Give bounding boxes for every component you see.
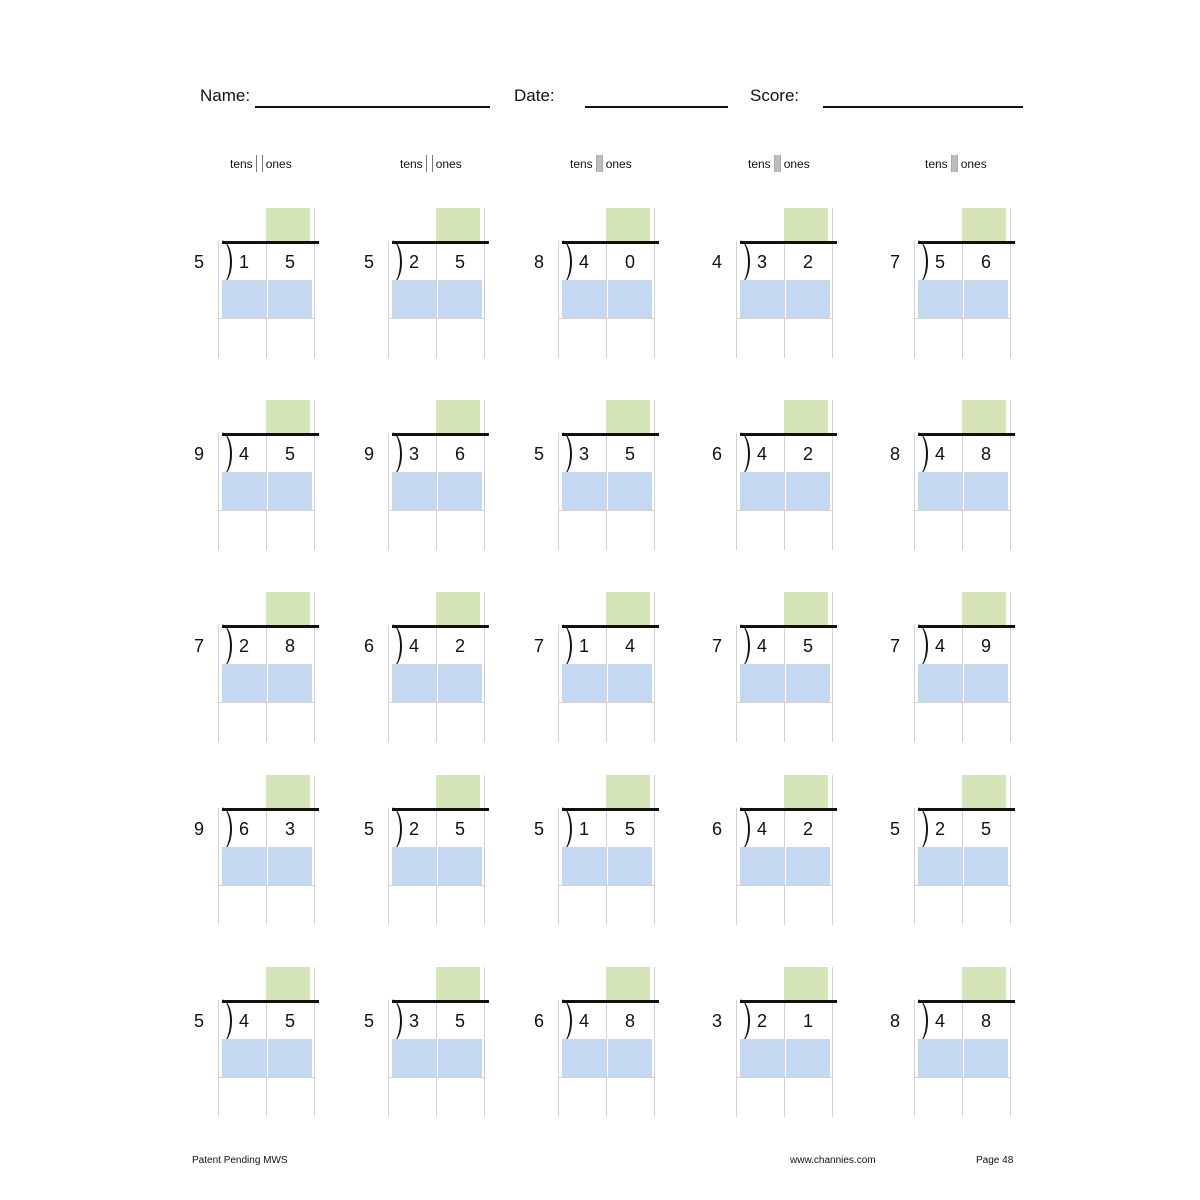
footer-page-number: Page 48 bbox=[976, 1155, 1014, 1166]
dividend-tens-digit: 4 bbox=[238, 1011, 249, 1031]
dividend-tens-digit: 1 bbox=[578, 636, 589, 656]
name-field[interactable] bbox=[255, 106, 490, 108]
grid-line bbox=[388, 1077, 484, 1078]
tens-label: tens bbox=[748, 156, 771, 171]
grid-line bbox=[558, 318, 654, 319]
work-cell[interactable] bbox=[392, 280, 436, 318]
dividend-ones-digit: 5 bbox=[454, 1011, 465, 1031]
divisor: 5 bbox=[363, 1011, 374, 1031]
division-bar bbox=[392, 1000, 489, 1003]
dividend-tens-digit: 1 bbox=[238, 252, 249, 272]
division-problem bbox=[888, 775, 1018, 930]
grid-line bbox=[654, 400, 655, 550]
division-problem bbox=[532, 400, 662, 555]
place-value-header bbox=[925, 155, 987, 172]
division-bar bbox=[918, 1000, 1015, 1003]
dividend-tens-digit: 4 bbox=[756, 819, 767, 839]
divisor: 7 bbox=[889, 252, 900, 272]
quotient-cell[interactable] bbox=[784, 208, 828, 241]
grid-line bbox=[1010, 967, 1011, 1117]
dividend-ones-digit: 8 bbox=[624, 1011, 635, 1031]
grid-line bbox=[654, 967, 655, 1117]
dividend-ones-digit: 6 bbox=[454, 444, 465, 464]
work-cell[interactable] bbox=[268, 847, 312, 885]
dividend-tens-digit: 4 bbox=[934, 1011, 945, 1031]
dividend-ones-digit: 5 bbox=[284, 1011, 295, 1031]
quotient-cell[interactable] bbox=[436, 208, 480, 241]
division-bar bbox=[740, 241, 837, 244]
divisor: 5 bbox=[533, 819, 544, 839]
work-cell[interactable] bbox=[608, 664, 652, 702]
grid-line bbox=[314, 967, 315, 1117]
division-bar bbox=[740, 808, 837, 811]
dividend-tens-digit: 4 bbox=[578, 1011, 589, 1031]
grid-line bbox=[914, 1077, 1010, 1078]
divisor: 6 bbox=[711, 444, 722, 464]
dividend-ones-digit: 2 bbox=[454, 636, 465, 656]
dividend-tens-digit: 3 bbox=[578, 444, 589, 464]
grid-line bbox=[832, 592, 833, 742]
work-cell[interactable] bbox=[918, 1039, 962, 1077]
division-bar bbox=[562, 625, 659, 628]
work-cell[interactable] bbox=[222, 472, 266, 510]
ones-label: ones bbox=[265, 156, 292, 171]
dividend-tens-digit: 2 bbox=[238, 636, 249, 656]
tens-label: tens bbox=[400, 156, 423, 171]
dividend-tens-digit: 4 bbox=[756, 444, 767, 464]
divisor: 6 bbox=[533, 1011, 544, 1031]
work-cell[interactable] bbox=[964, 472, 1008, 510]
work-cell[interactable] bbox=[268, 664, 312, 702]
division-problem bbox=[888, 967, 1018, 1122]
grid-line bbox=[218, 510, 314, 511]
quotient-cell[interactable] bbox=[962, 967, 1006, 1000]
grid-line bbox=[314, 208, 315, 358]
quotient-cell[interactable] bbox=[436, 775, 480, 808]
work-cell[interactable] bbox=[740, 664, 784, 702]
dividend-ones-digit: 5 bbox=[284, 444, 295, 464]
division-problem bbox=[710, 967, 840, 1122]
work-cell[interactable] bbox=[786, 664, 830, 702]
grid-line bbox=[558, 885, 654, 886]
work-cell[interactable] bbox=[740, 847, 784, 885]
divisor: 7 bbox=[193, 636, 204, 656]
division-problem bbox=[362, 967, 492, 1122]
ones-label: ones bbox=[435, 156, 462, 171]
tens-label: tens bbox=[925, 156, 948, 171]
division-problem bbox=[532, 592, 662, 747]
divisor: 6 bbox=[363, 636, 374, 656]
division-bar bbox=[918, 625, 1015, 628]
dividend-ones-digit: 8 bbox=[284, 636, 295, 656]
quotient-cell[interactable] bbox=[606, 592, 650, 625]
grid-line bbox=[484, 967, 485, 1117]
work-cell[interactable] bbox=[562, 847, 606, 885]
work-cell[interactable] bbox=[964, 847, 1008, 885]
grid-line bbox=[1010, 400, 1011, 550]
dividend-tens-digit: 6 bbox=[238, 819, 249, 839]
dividend-tens-digit: 3 bbox=[408, 1011, 419, 1031]
grid-line bbox=[388, 885, 484, 886]
division-problem bbox=[192, 775, 322, 930]
work-cell[interactable] bbox=[964, 1039, 1008, 1077]
quotient-cell[interactable] bbox=[784, 967, 828, 1000]
work-cell[interactable] bbox=[964, 664, 1008, 702]
work-cell[interactable] bbox=[918, 664, 962, 702]
work-cell[interactable] bbox=[222, 280, 266, 318]
division-problem bbox=[192, 208, 322, 363]
work-cell[interactable] bbox=[918, 280, 962, 318]
grid-line bbox=[314, 592, 315, 742]
dividend-ones-digit: 0 bbox=[624, 252, 635, 272]
divisor: 9 bbox=[193, 444, 204, 464]
grid-line bbox=[484, 592, 485, 742]
quotient-cell[interactable] bbox=[436, 400, 480, 433]
dividend-tens-digit: 4 bbox=[756, 636, 767, 656]
division-bar bbox=[918, 241, 1015, 244]
divisor: 7 bbox=[533, 636, 544, 656]
dividend-tens-digit: 2 bbox=[934, 819, 945, 839]
place-value-header bbox=[570, 155, 632, 172]
dividend-tens-digit: 5 bbox=[934, 252, 945, 272]
division-bar bbox=[222, 241, 319, 244]
dividend-ones-digit: 9 bbox=[980, 636, 991, 656]
grid-line bbox=[218, 1077, 314, 1078]
grid-line bbox=[314, 400, 315, 550]
grid-line bbox=[388, 510, 484, 511]
division-problem bbox=[362, 400, 492, 555]
division-bar bbox=[392, 433, 489, 436]
place-separator bbox=[596, 155, 603, 172]
work-cell[interactable] bbox=[268, 472, 312, 510]
dividend-ones-digit: 5 bbox=[454, 819, 465, 839]
grid-line bbox=[558, 1077, 654, 1078]
dividend-tens-digit: 3 bbox=[756, 252, 767, 272]
dividend-tens-digit: 4 bbox=[934, 444, 945, 464]
work-cell[interactable] bbox=[268, 280, 312, 318]
division-problem bbox=[888, 592, 1018, 747]
work-cell[interactable] bbox=[268, 1039, 312, 1077]
dividend-ones-digit: 8 bbox=[980, 1011, 991, 1031]
dividend-ones-digit: 3 bbox=[284, 819, 295, 839]
dividend-ones-digit: 1 bbox=[802, 1011, 813, 1031]
dividend-ones-digit: 5 bbox=[284, 252, 295, 272]
division-problem bbox=[532, 967, 662, 1122]
dividend-tens-digit: 4 bbox=[934, 636, 945, 656]
work-cell[interactable] bbox=[786, 472, 830, 510]
division-problem bbox=[362, 208, 492, 363]
divisor: 8 bbox=[889, 1011, 900, 1031]
grid-line bbox=[388, 702, 484, 703]
work-cell[interactable] bbox=[562, 280, 606, 318]
grid-line bbox=[1010, 775, 1011, 925]
quotient-cell[interactable] bbox=[606, 400, 650, 433]
place-separator bbox=[951, 155, 958, 172]
work-cell[interactable] bbox=[562, 472, 606, 510]
work-cell[interactable] bbox=[740, 1039, 784, 1077]
division-bar bbox=[562, 1000, 659, 1003]
division-problem bbox=[710, 775, 840, 930]
division-bar bbox=[392, 808, 489, 811]
dividend-ones-digit: 5 bbox=[624, 444, 635, 464]
place-value-header bbox=[748, 155, 810, 172]
work-cell[interactable] bbox=[608, 1039, 652, 1077]
divisor: 5 bbox=[363, 819, 374, 839]
dividend-tens-digit: 4 bbox=[578, 252, 589, 272]
divisor: 4 bbox=[711, 252, 722, 272]
quotient-cell[interactable] bbox=[784, 592, 828, 625]
quotient-cell[interactable] bbox=[962, 400, 1006, 433]
work-cell[interactable] bbox=[562, 1039, 606, 1077]
work-cell[interactable] bbox=[786, 847, 830, 885]
division-bar bbox=[918, 808, 1015, 811]
dividend-tens-digit: 2 bbox=[408, 819, 419, 839]
grid-line bbox=[914, 318, 1010, 319]
work-cell[interactable] bbox=[392, 664, 436, 702]
work-cell[interactable] bbox=[438, 280, 482, 318]
divisor: 8 bbox=[533, 252, 544, 272]
division-bar bbox=[392, 625, 489, 628]
dividend-tens-digit: 2 bbox=[756, 1011, 767, 1031]
divisor: 7 bbox=[711, 636, 722, 656]
work-cell[interactable] bbox=[918, 847, 962, 885]
quotient-cell[interactable] bbox=[962, 592, 1006, 625]
place-value-header bbox=[400, 155, 462, 172]
grid-line bbox=[314, 775, 315, 925]
division-bar bbox=[222, 1000, 319, 1003]
quotient-cell[interactable] bbox=[606, 967, 650, 1000]
division-bar bbox=[740, 625, 837, 628]
division-problem bbox=[888, 208, 1018, 363]
dividend-tens-digit: 4 bbox=[408, 636, 419, 656]
work-cell[interactable] bbox=[438, 1039, 482, 1077]
grid-line bbox=[218, 702, 314, 703]
work-cell[interactable] bbox=[608, 847, 652, 885]
grid-line bbox=[654, 208, 655, 358]
grid-line bbox=[832, 775, 833, 925]
divisor: 5 bbox=[193, 252, 204, 272]
work-cell[interactable] bbox=[438, 472, 482, 510]
work-cell[interactable] bbox=[740, 280, 784, 318]
division-problem bbox=[710, 400, 840, 555]
work-cell[interactable] bbox=[222, 664, 266, 702]
work-cell[interactable] bbox=[964, 280, 1008, 318]
quotient-cell[interactable] bbox=[436, 592, 480, 625]
dividend-ones-digit: 5 bbox=[624, 819, 635, 839]
date-field[interactable] bbox=[585, 106, 728, 108]
division-problem bbox=[888, 400, 1018, 555]
grid-line bbox=[558, 702, 654, 703]
grid-line bbox=[484, 775, 485, 925]
division-problem bbox=[362, 592, 492, 747]
divisor: 5 bbox=[533, 444, 544, 464]
division-problem bbox=[710, 208, 840, 363]
grid-line bbox=[736, 318, 832, 319]
grid-line bbox=[736, 702, 832, 703]
division-bar bbox=[562, 433, 659, 436]
grid-line bbox=[654, 592, 655, 742]
grid-line bbox=[1010, 208, 1011, 358]
division-problem bbox=[362, 775, 492, 930]
division-problem bbox=[192, 592, 322, 747]
grid-line bbox=[914, 885, 1010, 886]
work-cell[interactable] bbox=[392, 1039, 436, 1077]
division-bar bbox=[392, 241, 489, 244]
division-bar bbox=[562, 808, 659, 811]
work-cell[interactable] bbox=[222, 1039, 266, 1077]
grid-line bbox=[1010, 592, 1011, 742]
work-cell[interactable] bbox=[438, 847, 482, 885]
divisor: 9 bbox=[193, 819, 204, 839]
division-bar bbox=[740, 1000, 837, 1003]
place-separator bbox=[774, 155, 781, 172]
division-problem bbox=[710, 592, 840, 747]
dividend-tens-digit: 4 bbox=[238, 444, 249, 464]
divisor: 5 bbox=[363, 252, 374, 272]
division-bar bbox=[918, 433, 1015, 436]
dividend-tens-digit: 1 bbox=[578, 819, 589, 839]
quotient-cell[interactable] bbox=[962, 208, 1006, 241]
dividend-ones-digit: 5 bbox=[454, 252, 465, 272]
place-value-header bbox=[230, 155, 292, 172]
name-label: Name: bbox=[200, 86, 251, 105]
division-problem bbox=[532, 775, 662, 930]
grid-line bbox=[484, 400, 485, 550]
footer-website: www.channies.com bbox=[790, 1155, 876, 1166]
quotient-cell[interactable] bbox=[436, 967, 480, 1000]
grid-line bbox=[736, 510, 832, 511]
ones-label: ones bbox=[960, 156, 987, 171]
quotient-cell[interactable] bbox=[266, 775, 310, 808]
place-separator bbox=[426, 155, 433, 172]
dividend-ones-digit: 6 bbox=[980, 252, 991, 272]
work-cell[interactable] bbox=[438, 664, 482, 702]
grid-line bbox=[736, 885, 832, 886]
footer-left: Patent Pending MWS bbox=[192, 1155, 288, 1166]
quotient-cell[interactable] bbox=[784, 400, 828, 433]
division-bar bbox=[222, 808, 319, 811]
division-bar bbox=[740, 433, 837, 436]
grid-line bbox=[654, 775, 655, 925]
work-cell[interactable] bbox=[562, 664, 606, 702]
grid-line bbox=[218, 318, 314, 319]
grid-line bbox=[736, 1077, 832, 1078]
divisor: 5 bbox=[193, 1011, 204, 1031]
divisor: 3 bbox=[711, 1011, 722, 1031]
dividend-ones-digit: 2 bbox=[802, 444, 813, 464]
work-cell[interactable] bbox=[786, 280, 830, 318]
division-problem bbox=[192, 400, 322, 555]
grid-line bbox=[832, 400, 833, 550]
grid-line bbox=[218, 885, 314, 886]
quotient-cell[interactable] bbox=[606, 775, 650, 808]
division-problem bbox=[192, 967, 322, 1122]
work-cell[interactable] bbox=[786, 1039, 830, 1077]
work-cell[interactable] bbox=[740, 472, 784, 510]
score-field[interactable] bbox=[823, 106, 1023, 108]
work-cell[interactable] bbox=[608, 280, 652, 318]
dividend-ones-digit: 4 bbox=[624, 636, 635, 656]
dividend-ones-digit: 2 bbox=[802, 252, 813, 272]
grid-line bbox=[388, 318, 484, 319]
quotient-cell[interactable] bbox=[606, 208, 650, 241]
division-bar bbox=[222, 433, 319, 436]
dividend-tens-digit: 2 bbox=[408, 252, 419, 272]
divisor: 5 bbox=[889, 819, 900, 839]
division-problem bbox=[532, 208, 662, 363]
grid-line bbox=[914, 510, 1010, 511]
score-label: Score: bbox=[750, 86, 800, 105]
dividend-ones-digit: 8 bbox=[980, 444, 991, 464]
tens-label: tens bbox=[230, 156, 253, 171]
tens-label: tens bbox=[570, 156, 593, 171]
division-bar bbox=[562, 241, 659, 244]
work-cell[interactable] bbox=[392, 472, 436, 510]
quotient-cell[interactable] bbox=[266, 208, 310, 241]
divisor: 8 bbox=[889, 444, 900, 464]
work-cell[interactable] bbox=[392, 847, 436, 885]
work-cell[interactable] bbox=[222, 847, 266, 885]
place-separator bbox=[256, 155, 263, 172]
quotient-cell[interactable] bbox=[962, 775, 1006, 808]
grid-line bbox=[832, 208, 833, 358]
divisor: 9 bbox=[363, 444, 374, 464]
divisor: 6 bbox=[711, 819, 722, 839]
quotient-cell[interactable] bbox=[266, 592, 310, 625]
division-bar bbox=[222, 625, 319, 628]
date-label: Date: bbox=[514, 86, 555, 105]
dividend-ones-digit: 5 bbox=[980, 819, 991, 839]
quotient-cell[interactable] bbox=[266, 400, 310, 433]
grid-line bbox=[484, 208, 485, 358]
quotient-cell[interactable] bbox=[266, 967, 310, 1000]
work-cell[interactable] bbox=[918, 472, 962, 510]
dividend-ones-digit: 5 bbox=[802, 636, 813, 656]
work-cell[interactable] bbox=[608, 472, 652, 510]
ones-label: ones bbox=[783, 156, 810, 171]
grid-line bbox=[832, 967, 833, 1117]
grid-line bbox=[558, 510, 654, 511]
dividend-tens-digit: 3 bbox=[408, 444, 419, 464]
divisor: 7 bbox=[889, 636, 900, 656]
grid-line bbox=[914, 702, 1010, 703]
quotient-cell[interactable] bbox=[784, 775, 828, 808]
ones-label: ones bbox=[605, 156, 632, 171]
dividend-ones-digit: 2 bbox=[802, 819, 813, 839]
